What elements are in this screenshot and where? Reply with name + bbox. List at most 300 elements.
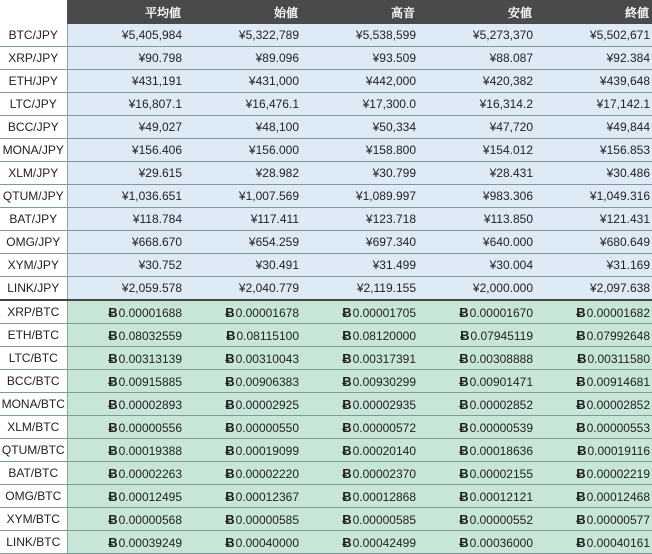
value-text: 680.649 <box>606 235 650 249</box>
table-row <box>0 231 652 254</box>
value-text: 17,142.1 <box>603 97 650 111</box>
value-cell <box>184 70 301 93</box>
value-cell <box>67 254 184 277</box>
bitcoin-symbol: Ƀ <box>459 419 469 435</box>
bitcoin-symbol: Ƀ <box>577 350 587 366</box>
pair-cell: BAT/JPY <box>0 208 67 231</box>
bitcoin-symbol: Ƀ <box>576 511 586 527</box>
value-text: 0.00914681 <box>586 374 650 389</box>
value-cell <box>301 254 418 277</box>
yen-symbol: ¥ <box>483 212 491 226</box>
value-cell <box>418 231 535 254</box>
value-cell <box>418 93 535 116</box>
table-row <box>0 47 652 70</box>
value-cell <box>184 254 301 277</box>
yen-symbol: ¥ <box>606 258 614 272</box>
value-cell <box>184 508 301 531</box>
bitcoin-symbol: Ƀ <box>108 465 118 481</box>
column-header-high[interactable]: 高音 <box>301 0 418 24</box>
yen-symbol: ¥ <box>255 258 263 272</box>
value-cell <box>67 47 184 70</box>
value-cell <box>67 462 184 485</box>
value-text: 28.431 <box>496 166 533 180</box>
value-text: 30.752 <box>145 258 182 272</box>
table-row <box>0 347 652 370</box>
value-cell <box>535 462 652 485</box>
value-text: 0.00002219 <box>586 466 650 481</box>
value-cell <box>184 531 301 554</box>
column-header-close[interactable]: 終値 <box>535 0 652 24</box>
value-cell <box>301 485 418 508</box>
bitcoin-symbol: Ƀ <box>459 304 469 320</box>
value-cell <box>184 47 301 70</box>
value-cell <box>67 162 184 185</box>
value-cell <box>418 324 535 347</box>
pair-cell: XRP/BTC <box>0 300 67 324</box>
value-text: 0.00019388 <box>118 443 182 458</box>
bitcoin-symbol: Ƀ <box>342 511 352 527</box>
table-row <box>0 324 652 347</box>
value-cell <box>67 347 184 370</box>
pair-cell: BAT/BTC <box>0 462 67 485</box>
value-text: 90.798 <box>145 51 182 65</box>
yen-symbol: ¥ <box>606 51 614 65</box>
value-text: 0.00012495 <box>118 489 182 504</box>
yen-symbol: ¥ <box>121 281 129 295</box>
value-cell <box>418 277 535 301</box>
bitcoin-symbol: Ƀ <box>576 465 586 481</box>
value-text: 28.982 <box>262 166 299 180</box>
value-cell <box>535 47 652 70</box>
table-row <box>0 139 652 162</box>
value-cell <box>418 139 535 162</box>
yen-symbol: ¥ <box>482 235 490 249</box>
value-text: 156.000 <box>255 143 299 157</box>
value-text: 0.00002935 <box>352 397 416 412</box>
bitcoin-symbol: Ƀ <box>226 327 236 343</box>
bitcoin-symbol: Ƀ <box>459 442 469 458</box>
value-text: 158.800 <box>372 143 416 157</box>
value-text: 0.00000585 <box>352 512 416 527</box>
yen-symbol: ¥ <box>245 97 253 111</box>
table-header-row <box>0 0 652 24</box>
yen-symbol: ¥ <box>365 235 373 249</box>
yen-symbol: ¥ <box>128 97 136 111</box>
value-text: 0.00930299 <box>352 374 416 389</box>
table-row <box>0 116 652 139</box>
value-cell <box>184 485 301 508</box>
value-cell <box>184 116 301 139</box>
value-cell <box>184 300 301 324</box>
value-cell <box>301 439 418 462</box>
value-text: 117.411 <box>257 212 299 226</box>
value-text: 113.850 <box>490 212 533 226</box>
value-cell <box>184 185 301 208</box>
value-text: 1,036.651 <box>128 189 182 203</box>
value-text: 0.00000553 <box>586 420 650 435</box>
yen-symbol: ¥ <box>472 28 480 42</box>
yen-symbol: ¥ <box>606 166 614 180</box>
pair-cell: BTC/JPY <box>0 24 67 47</box>
value-cell <box>184 231 301 254</box>
pair-cell: XLM/BTC <box>0 416 67 439</box>
bitcoin-symbol: Ƀ <box>225 442 235 458</box>
bitcoin-symbol: Ƀ <box>108 350 118 366</box>
value-cell <box>67 70 184 93</box>
value-text: 0.00012468 <box>586 489 650 504</box>
bitcoin-symbol: Ƀ <box>459 511 469 527</box>
yen-symbol: ¥ <box>489 166 497 180</box>
table-row <box>0 277 652 301</box>
value-text: 0.00001670 <box>469 305 533 320</box>
value-cell <box>418 116 535 139</box>
value-text: 0.00311580 <box>587 351 650 366</box>
bitcoin-symbol: Ƀ <box>576 304 586 320</box>
value-cell <box>301 347 418 370</box>
yen-symbol: ¥ <box>589 189 597 203</box>
bitcoin-symbol: Ƀ <box>459 465 469 481</box>
yen-symbol: ¥ <box>248 143 256 157</box>
bitcoin-symbol: Ƀ <box>108 396 118 412</box>
table-row <box>0 70 652 93</box>
bitcoin-symbol: Ƀ <box>576 373 586 389</box>
value-cell <box>418 208 535 231</box>
value-text: 0.00001682 <box>586 305 650 320</box>
table-row <box>0 300 652 324</box>
bitcoin-symbol: Ƀ <box>577 442 587 458</box>
value-text: 0.00012121 <box>469 489 533 504</box>
yen-symbol: ¥ <box>596 97 604 111</box>
value-text: 1,049.316 <box>596 189 650 203</box>
value-cell <box>535 162 652 185</box>
bitcoin-symbol: Ƀ <box>342 442 352 458</box>
pair-cell: LINK/BTC <box>0 531 67 554</box>
yen-symbol: ¥ <box>362 97 370 111</box>
value-cell <box>535 277 652 301</box>
value-cell <box>418 370 535 393</box>
pair-cell: QTUM/BTC <box>0 439 67 462</box>
value-text: 0.00310043 <box>235 351 299 366</box>
value-text: 983.306 <box>489 189 533 203</box>
value-cell <box>184 324 301 347</box>
bitcoin-symbol: Ƀ <box>225 419 235 435</box>
value-text: 154.012 <box>489 143 533 157</box>
pair-cell: BCC/JPY <box>0 116 67 139</box>
bitcoin-symbol: Ƀ <box>459 373 469 389</box>
value-cell <box>67 116 184 139</box>
pair-cell: QTUM/JPY <box>0 185 67 208</box>
value-text: 156.406 <box>138 143 182 157</box>
value-cell <box>535 139 652 162</box>
column-header-average[interactable]: 平均値 <box>67 0 184 24</box>
value-cell <box>67 485 184 508</box>
value-text: 30.491 <box>262 258 299 272</box>
value-cell <box>67 439 184 462</box>
pair-cell: XLM/JPY <box>0 162 67 185</box>
yen-symbol: ¥ <box>372 258 380 272</box>
value-text: 17,300.0 <box>369 97 416 111</box>
value-text: 0.00012367 <box>235 489 299 504</box>
yen-symbol: ¥ <box>131 143 139 157</box>
value-cell <box>418 347 535 370</box>
yen-symbol: ¥ <box>599 212 607 226</box>
value-text: 697.340 <box>372 235 416 249</box>
value-text: 654.259 <box>255 235 299 249</box>
value-text: 123.718 <box>372 212 416 226</box>
value-cell <box>535 439 652 462</box>
bitcoin-symbol: Ƀ <box>108 511 118 527</box>
value-cell <box>184 24 301 47</box>
value-text: 0.00000572 <box>352 420 416 435</box>
table-row <box>0 93 652 116</box>
yen-symbol: ¥ <box>372 166 380 180</box>
bitcoin-symbol: Ƀ <box>342 304 352 320</box>
bitcoin-symbol: Ƀ <box>459 396 469 412</box>
value-cell <box>67 93 184 116</box>
value-cell <box>301 300 418 324</box>
yen-symbol: ¥ <box>355 189 363 203</box>
value-text: 0.00906383 <box>235 374 299 389</box>
value-cell <box>184 416 301 439</box>
yen-symbol: ¥ <box>121 189 129 203</box>
header-corner <box>0 0 67 24</box>
value-text: 0.00308888 <box>469 351 533 366</box>
value-text: 0.00020140 <box>352 443 416 458</box>
pair-cell: LTC/BTC <box>0 347 67 370</box>
table-row <box>0 254 652 277</box>
value-cell <box>184 208 301 231</box>
yen-symbol: ¥ <box>238 189 246 203</box>
value-cell <box>301 208 418 231</box>
value-text: 1,089.997 <box>362 189 416 203</box>
table-row <box>0 208 652 231</box>
value-text: 431,191 <box>138 74 182 88</box>
value-text: 5,502,671 <box>596 28 650 42</box>
table-row <box>0 531 652 554</box>
value-text: 0.00000585 <box>235 512 299 527</box>
yen-symbol: ¥ <box>482 74 490 88</box>
yen-symbol: ¥ <box>131 74 139 88</box>
value-text: 668.670 <box>138 235 182 249</box>
value-cell <box>301 531 418 554</box>
value-text: 0.00000550 <box>235 420 299 435</box>
value-cell <box>301 324 418 347</box>
value-text: 2,119.155 <box>363 281 416 295</box>
yen-symbol: ¥ <box>248 235 256 249</box>
value-cell <box>301 393 418 416</box>
yen-symbol: ¥ <box>479 97 487 111</box>
value-cell <box>418 508 535 531</box>
value-cell <box>535 347 652 370</box>
value-cell <box>184 162 301 185</box>
value-text: 93.509 <box>379 51 416 65</box>
bitcoin-symbol: Ƀ <box>225 304 235 320</box>
pair-cell: LINK/JPY <box>0 277 67 301</box>
value-text: 640.000 <box>489 235 533 249</box>
pair-cell: XYM/BTC <box>0 508 67 531</box>
value-cell <box>535 116 652 139</box>
pair-cell: ETH/JPY <box>0 70 67 93</box>
value-text: 156.853 <box>606 143 650 157</box>
value-cell <box>418 300 535 324</box>
value-text: 431,000 <box>255 74 299 88</box>
value-cell <box>184 393 301 416</box>
value-cell <box>67 231 184 254</box>
yen-symbol: ¥ <box>599 74 607 88</box>
bitcoin-symbol: Ƀ <box>576 534 586 550</box>
value-cell <box>535 93 652 116</box>
bitcoin-symbol: Ƀ <box>108 442 118 458</box>
yen-symbol: ¥ <box>599 143 607 157</box>
bitcoin-symbol: Ƀ <box>108 327 118 343</box>
value-cell <box>301 139 418 162</box>
bitcoin-symbol: Ƀ <box>576 396 586 412</box>
value-cell <box>535 393 652 416</box>
yen-symbol: ¥ <box>365 74 373 88</box>
bitcoin-symbol: Ƀ <box>108 304 118 320</box>
yen-symbol: ¥ <box>472 281 480 295</box>
yen-symbol: ¥ <box>355 28 363 42</box>
bitcoin-symbol: Ƀ <box>576 419 586 435</box>
value-cell <box>535 416 652 439</box>
value-cell <box>418 416 535 439</box>
value-text: 2,097.638 <box>596 281 650 295</box>
pair-cell: BCC/BTC <box>0 370 67 393</box>
value-cell <box>67 185 184 208</box>
value-text: 442,000 <box>372 74 416 88</box>
value-text: 0.00000568 <box>118 512 182 527</box>
value-text: 420,382 <box>489 74 533 88</box>
table-row <box>0 485 652 508</box>
yen-symbol: ¥ <box>365 143 373 157</box>
value-text: 0.08115100 <box>236 328 299 343</box>
bitcoin-symbol: Ƀ <box>576 488 586 504</box>
value-text: 0.00001678 <box>235 305 299 320</box>
value-text: 0.00317391 <box>352 351 416 366</box>
value-cell <box>418 254 535 277</box>
value-cell <box>301 508 418 531</box>
value-cell <box>184 439 301 462</box>
bitcoin-symbol: Ƀ <box>225 396 235 412</box>
value-cell <box>418 531 535 554</box>
column-header-low[interactable]: 安値 <box>418 0 535 24</box>
bitcoin-symbol: Ƀ <box>576 327 586 343</box>
bitcoin-symbol: Ƀ <box>225 350 235 366</box>
value-text: 0.00002155 <box>469 466 533 481</box>
yen-symbol: ¥ <box>372 51 380 65</box>
table-body <box>0 24 652 554</box>
bitcoin-symbol: Ƀ <box>225 534 235 550</box>
value-text: 0.00002852 <box>469 397 533 412</box>
yen-symbol: ¥ <box>489 51 497 65</box>
value-cell <box>418 485 535 508</box>
value-cell <box>418 70 535 93</box>
value-cell <box>301 277 418 301</box>
bitcoin-symbol: Ƀ <box>342 373 352 389</box>
value-text: 0.00001705 <box>352 305 416 320</box>
yen-symbol: ¥ <box>121 28 129 42</box>
pair-cell: MONA/JPY <box>0 139 67 162</box>
value-cell <box>418 162 535 185</box>
yen-symbol: ¥ <box>589 281 597 295</box>
value-text: 0.00915885 <box>118 374 182 389</box>
value-text: 0.00002370 <box>352 466 416 481</box>
value-text: 29.615 <box>145 166 182 180</box>
bitcoin-symbol: Ƀ <box>342 419 352 435</box>
value-text: 0.00001688 <box>118 305 182 320</box>
value-cell <box>67 277 184 301</box>
bitcoin-symbol: Ƀ <box>225 465 235 481</box>
bitcoin-symbol: Ƀ <box>342 465 352 481</box>
value-cell <box>535 508 652 531</box>
value-text: 118.784 <box>139 212 182 226</box>
value-cell <box>535 208 652 231</box>
value-cell <box>184 93 301 116</box>
yen-symbol: ¥ <box>250 212 258 226</box>
value-cell <box>535 231 652 254</box>
value-text: 30.799 <box>379 166 416 180</box>
value-cell <box>301 462 418 485</box>
value-text: 0.00313139 <box>118 351 182 366</box>
pair-cell: OMG/JPY <box>0 231 67 254</box>
column-header-open[interactable]: 始値 <box>184 0 301 24</box>
value-cell <box>535 531 652 554</box>
yen-symbol: ¥ <box>238 281 246 295</box>
value-text: 0.00901471 <box>469 374 533 389</box>
yen-symbol: ¥ <box>489 120 497 134</box>
pair-cell: XYM/JPY <box>0 254 67 277</box>
yen-symbol: ¥ <box>138 258 146 272</box>
value-cell <box>67 324 184 347</box>
yen-symbol: ¥ <box>138 166 146 180</box>
bitcoin-symbol: Ƀ <box>459 534 469 550</box>
value-cell <box>301 370 418 393</box>
value-cell <box>535 254 652 277</box>
value-text: 0.07992648 <box>586 328 650 343</box>
value-text: 16,314.2 <box>486 97 533 111</box>
pair-cell: MONA/BTC <box>0 393 67 416</box>
value-cell <box>301 24 418 47</box>
value-text: 0.00042499 <box>352 535 416 550</box>
yen-symbol: ¥ <box>482 189 490 203</box>
bitcoin-symbol: Ƀ <box>342 327 352 343</box>
value-text: 0.00040000 <box>235 535 299 550</box>
value-text: 1,007.569 <box>245 189 299 203</box>
value-cell <box>67 300 184 324</box>
value-cell <box>301 231 418 254</box>
bitcoin-symbol: Ƀ <box>225 373 235 389</box>
yen-symbol: ¥ <box>131 235 139 249</box>
value-cell <box>535 185 652 208</box>
value-text: 0.00036000 <box>469 535 533 550</box>
value-cell <box>535 370 652 393</box>
value-cell <box>184 370 301 393</box>
value-text: 0.00012868 <box>352 489 416 504</box>
value-cell <box>535 24 652 47</box>
value-cell <box>418 462 535 485</box>
yen-symbol: ¥ <box>238 28 246 42</box>
value-text: 0.00002925 <box>235 397 299 412</box>
yen-symbol: ¥ <box>372 120 380 134</box>
value-cell <box>301 93 418 116</box>
value-text: 0.08032559 <box>118 328 182 343</box>
value-cell <box>301 416 418 439</box>
value-text: 439,648 <box>606 74 650 88</box>
value-text: 50,334 <box>379 120 416 134</box>
table-row <box>0 508 652 531</box>
yen-symbol: ¥ <box>489 258 497 272</box>
table-row <box>0 416 652 439</box>
